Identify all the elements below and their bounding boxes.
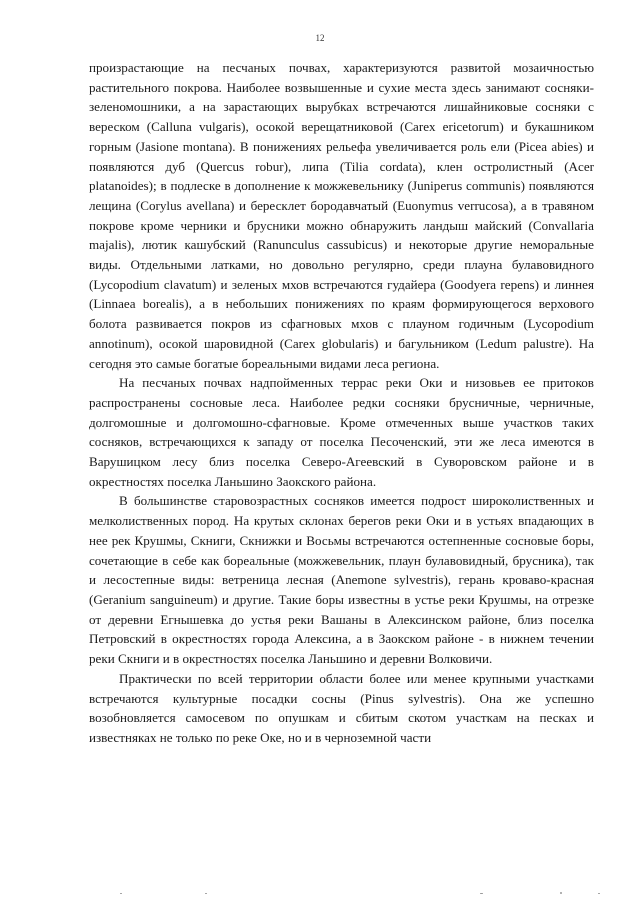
paragraph-1: произрастающие на песчаных почвах, характеризуются развитой мозаичностью растительного покрова. Наиболее возвышенные и сухие места здесь занимают сосняки-зеленомошники, а на зарастающих вырубках встречаются лишайниковые сосняки с вереском (Calluna vulgaris), осокой верещатниковой (Carex ericetorum) и букашником горным (Jasione montana). В понижениях рельефа увеличивается роль ели (Picea abies) и появляются дуб (Quercus robur), липа (Tilia cordata), клен остролистный (Acer platanoides); в подлеске в дополнение к можжевельнику (Juniperus communis) появляются лещина (Corylus avellana) и бересклет бородавчатый (Euonymus verrucosa), а в травяном покрове кроме черники и брусники можно обнаружить ландыш майский (Convallaria majalis), лютик кашубский (Ranunculus cassubicus) и некоторые другие неморальные виды. Отдельными латками, но довольно регулярно, среди плауна булавовидного (Lycopodium clavatum) и зеленых мхов встречаются гудайера (Goodyera repens) и линнея (Linnaea borealis), а в небольших понижениях по краям формирующегося верхового болота развивается покров из сфагновых мхов с плауном годичным (Lycopodium annotinum), осокой шаровидной (Carex globularis) и багульником (Ledum palustre). На сегодня это самые богатые бореальными видами леса региона. xyxy=(89,60,594,371)
paragraph-3: В большинстве старовозрастных сосняков имеется подрост широколиственных и мелколиственных пород. На крутых склонах берегов реки Оки и в устьях впадающих в нее рек Крушмы, Скниги, Скнижки и Восьмы встречаются остепненные сосновые боры, сочетающие в себе как бореальные (можжевельник, плаун булавовидный, брусника), так и лесостепные виды: ветреница лесная (Anemone sylvestris), герань кроваво-красная (Geranium sanguineum) и другие. Такие боры известны в устье реки Крушмы, на отрезке от деревни Егнышевка до устья реки Вашаны в Алексинском районе, близ поселка Петровский в окрестностях города Алексина, а в Заокском районе - в нижнем течении реки Скниги и в окрестностях поселка Ланьшино и деревни Волковичи. xyxy=(89,493,594,667)
page-number: 12 xyxy=(315,33,325,43)
scan-artifact xyxy=(120,893,122,894)
scan-artifact xyxy=(205,893,207,894)
paragraph-4: Практически по всей территории области более или менее крупными участками встречаются культурные посадки сосны (Pinus sylvestris). Она же успешно возобновляется самосевом по опушкам и сбитым скотом участкам на песках и известняках не только по реке Оке, но и в черноземной части xyxy=(89,670,594,745)
paragraph-2: На песчаных почвах надпойменных террас реки Оки и низовьев ее притоков распространены сосновые леса. Наиболее редки сосняки брусничные, черничные, долгомошные и долгомошно-сфагновые. Кроме отмеченных выше участков таких сосняков, встречающихся к западу от поселка Песоченский, эти же леса имеются в Варушицком лесу близ поселка Северо-Агеевский в Суворовском районе и в окрестностях поселка Ланьшино Заокского района. xyxy=(89,375,594,489)
scan-artifact xyxy=(598,893,600,894)
scan-artifact xyxy=(480,893,483,894)
scan-artifact xyxy=(560,892,562,894)
document-text xyxy=(89,58,594,748)
